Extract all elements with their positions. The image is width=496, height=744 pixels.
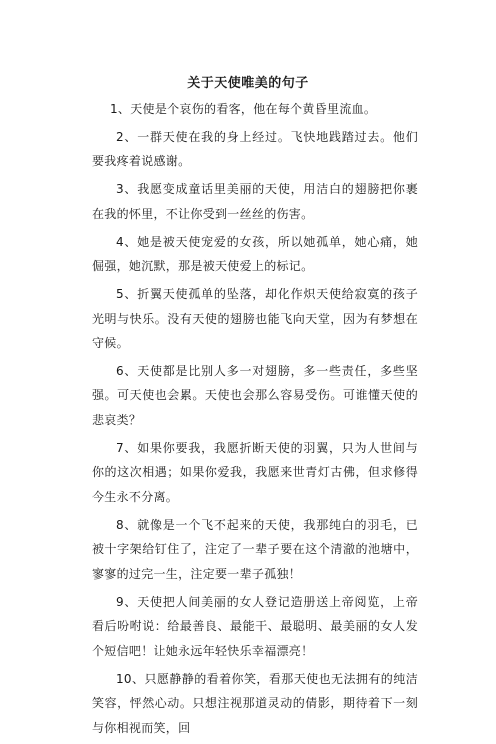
document-body <box>92 97 418 744</box>
paragraph-3: 3、我愿变成童话里美丽的天使，用洁白的翅膀把你裹在我的怀里，不让你受到一丝丝的伤害。 <box>92 182 418 221</box>
paragraph-10: 10、只愿静静的看着你笑，看那天使也无法拥有的纯洁笑容，怦然心动。只想注视那道灵动的倩影，期待着下一刻与你相视而笑，回 <box>92 671 418 735</box>
paragraph-9: 9、天使把人间美丽的女人登记造册送上帝阅览，上帝看后吩咐说：给最善良、最能干、最聪明、最美丽的女人发个短信吧！让她永远年轻快乐幸福漂亮！ <box>92 594 418 658</box>
paragraph-5: 5、折翼天使孤单的坠落，却化作炽天使给寂寞的孩子光明与快乐。没有天使的翅膀也能飞向天堂，因为有梦想在守候。 <box>92 286 418 351</box>
document-title: 关于天使唯美的句子 <box>187 76 309 91</box>
paragraph-6: 6、天使都是比别人多一对翅膀，多一些责任，多些坚强。可天使也会累。天使也会那么容易受伤。可谁懂天使的悲哀类？ <box>92 363 418 428</box>
paragraph-1: 1、天使是个哀伤的看客，他在每个黄昏里流血。 <box>110 102 377 116</box>
paragraph-8: 8、就像是一个飞不起来的天使，我那纯白的羽毛，已被十字架给钉住了，注定了一辈子要在这个清澈的池塘中，寥寥的过完一生，注定要一辈子孤独！ <box>92 517 418 581</box>
paragraph-4: 4、她是被天使宠爱的女孩，所以她孤单，她心痛，她倔强，她沉默，那是被天使爱上的标记。 <box>92 234 418 274</box>
paragraph-2: 2、一群天使在我的身上经过。飞快地践踏过去。他们要我疼着说感谢。 <box>92 129 418 169</box>
paragraph-7: 7、如果你要我，我愿折断天使的羽翼，只为人世间与你的这次相遇；如果你爱我，我愿来世青灯古佛，但求修得今生永不分离。 <box>92 440 418 505</box>
